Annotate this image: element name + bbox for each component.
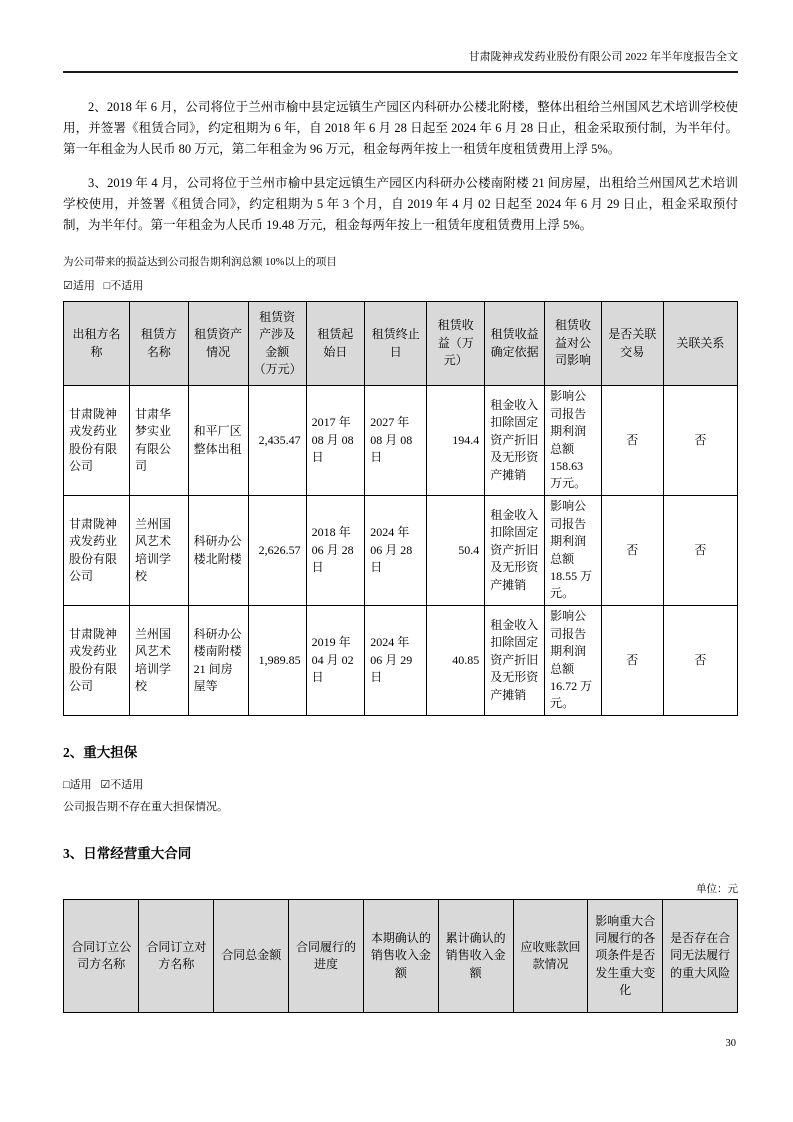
col-leased-asset: 租赁资产情况 — [188, 302, 248, 386]
lease-table — [63, 301, 738, 716]
col-related-transaction: 是否关联交易 — [601, 302, 663, 386]
table-cell: 甘肃陇神戎发药业股份有限公司 — [64, 496, 130, 606]
table-cell: 否 — [601, 386, 663, 496]
lease-table-row-1 — [64, 386, 738, 496]
table-cell: 2024 年 06 月 28 日 — [365, 496, 427, 606]
table-cell: 科研办公楼南附楼 21 间房屋等 — [188, 606, 248, 716]
col-current-revenue: 本期确认的销售收入金额 — [363, 900, 438, 1013]
col-lease-amount: 租赁资产涉及金额（万元） — [248, 302, 306, 386]
table-cell: 影响公司报告期利润总额 158.63 万元。 — [545, 386, 602, 496]
table-cell: 否 — [663, 386, 737, 496]
col-contract-company: 合同订立公司方名称 — [64, 900, 139, 1013]
table-cell: 50.4 — [427, 496, 485, 606]
table-cell: 兰州国风艺术培训学校 — [130, 606, 189, 716]
col-contract-counterparty: 合同订立对方名称 — [139, 900, 214, 1013]
col-company-impact: 租赁收益对公司影响 — [545, 302, 602, 386]
table-cell: 租金收入扣除固定资产折旧及无形资产摊销 — [485, 606, 545, 716]
table-cell: 40.85 — [427, 606, 485, 716]
section-heading-contracts: 3、日常经营重大合同 — [63, 846, 192, 861]
col-cumulative-revenue: 累计确认的销售收入金额 — [438, 900, 513, 1013]
not-applicable-checked-checkbox-icon: ☑不适用 — [100, 779, 144, 791]
not-applicable-unchecked-checkbox-icon: □不适用 — [103, 280, 144, 292]
col-lease-start-date: 租赁起始日 — [306, 302, 365, 386]
col-income-basis: 租赁收益确定依据 — [485, 302, 545, 386]
table-cell: 甘肃陇神戎发药业股份有限公司 — [64, 606, 130, 716]
lease-paragraph-3: 3、2019 年 4 月，公司将位于兰州市榆中县定远镇生产园区内科研办公楼南附楼 21 间房屋，出租给兰州国风艺术培训学校使用，并签署《租赁合同》，约定租期为 5 年 3 个月，自 2019 年 4 月 02 日起至 2024 年 6 月 29 日止，租金采取预付制，为半年付。第一年租金为人民币 19.48 万元，租金每两年按上一租赁年度租赁费用上浮 5%。 — [63, 176, 738, 232]
table-cell: 科研办公楼北附楼 — [188, 496, 248, 606]
table-cell: 兰州国风艺术培训学校 — [130, 496, 189, 606]
table-cell: 租金收入扣除固定资产折旧及无形资产摊销 — [485, 386, 545, 496]
table-cell: 1,989.85 — [248, 606, 306, 716]
table-cell: 影响公司报告期利润总额 16.72 万元。 — [545, 606, 602, 716]
table-cell: 2024 年 06 月 29 日 — [365, 606, 427, 716]
col-lessor-name: 出租方名称 — [64, 302, 130, 386]
guarantee-statement: 公司报告期不存在重大担保情况。 — [63, 801, 228, 813]
table-cell: 2017 年 08 月 08 日 — [306, 386, 365, 496]
table-cell: 和平厂区整体出租 — [188, 386, 248, 496]
table-cell: 2019 年 04 月 02 日 — [306, 606, 365, 716]
table-cell: 甘肃陇神戎发药业股份有限公司 — [64, 386, 130, 496]
contracts-table — [63, 899, 738, 1013]
table-cell: 否 — [601, 606, 663, 716]
col-performance-risk: 是否存在合同无法履行的重大风险 — [663, 900, 738, 1013]
section-heading-guarantee: 2、重大担保 — [63, 745, 138, 760]
col-material-change: 影响重大合同履行的各项条件是否发生重大变化 — [588, 900, 663, 1013]
lease-table-row-3 — [64, 606, 738, 716]
applicable-checked-checkbox-icon: ☑适用 — [63, 280, 95, 292]
table-cell: 2018 年 06 月 28 日 — [306, 496, 365, 606]
lease-applicability-line — [63, 279, 738, 294]
col-relationship: 关联关系 — [663, 302, 737, 386]
table-cell: 影响公司报告期利润总额 18.55 万元。 — [545, 496, 602, 606]
page-number: 30 — [725, 1038, 736, 1049]
col-lessee-name: 租赁方名称 — [130, 302, 189, 386]
table-cell: 否 — [663, 496, 737, 606]
lease-table-header-row — [64, 302, 738, 386]
guarantee-applicability-line — [63, 778, 738, 793]
table-cell: 甘肃华梦实业有限公司 — [130, 386, 189, 496]
col-contract-progress: 合同履行的进度 — [289, 900, 364, 1013]
table-cell: 否 — [601, 496, 663, 606]
contracts-table-header-row — [64, 900, 738, 1013]
table-cell: 2027 年 08 月 08 日 — [365, 386, 427, 496]
col-receivables-status: 应收账款回款情况 — [513, 900, 588, 1013]
col-contract-amount: 合同总金额 — [214, 900, 289, 1013]
lease-paragraph-2: 2、2018 年 6 月，公司将位于兰州市榆中县定远镇生产园区内科研办公楼北附楼，整体出租给兰州国风艺术培训学校使用，并签署《租赁合同》，约定租期为 6 年，自 2018 年 6 月 28 日起至 2024 年 6 月 28 日止，租金采取预付制，为半年付。第一年租金为人民币 80 万元，第二年租金为 96 万元，租金每两年按上一租赁年度租赁费用上浮 5%。 — [63, 100, 738, 156]
lease-table-row-2 — [64, 496, 738, 606]
report-header-title: 甘肃陇神戎发药业股份有限公司 2022 年半年度报告全文 — [63, 50, 738, 73]
table-cell: 租金收入扣除固定资产折旧及无形资产摊销 — [485, 496, 545, 606]
profit-threshold-note: 为公司带来的损益达到公司报告期利润总额 10%以上的项目 — [63, 257, 337, 268]
table-cell: 否 — [663, 606, 737, 716]
table-cell: 2,435.47 — [248, 386, 306, 496]
table-cell: 2,626.57 — [248, 496, 306, 606]
col-lease-end-date: 租赁终止日 — [365, 302, 427, 386]
unit-label: 单位：元 — [696, 884, 738, 895]
col-lease-income: 租赁收益（万元） — [427, 302, 485, 386]
table-cell: 194.4 — [427, 386, 485, 496]
applicable-unchecked-checkbox-icon: □适用 — [63, 779, 92, 791]
